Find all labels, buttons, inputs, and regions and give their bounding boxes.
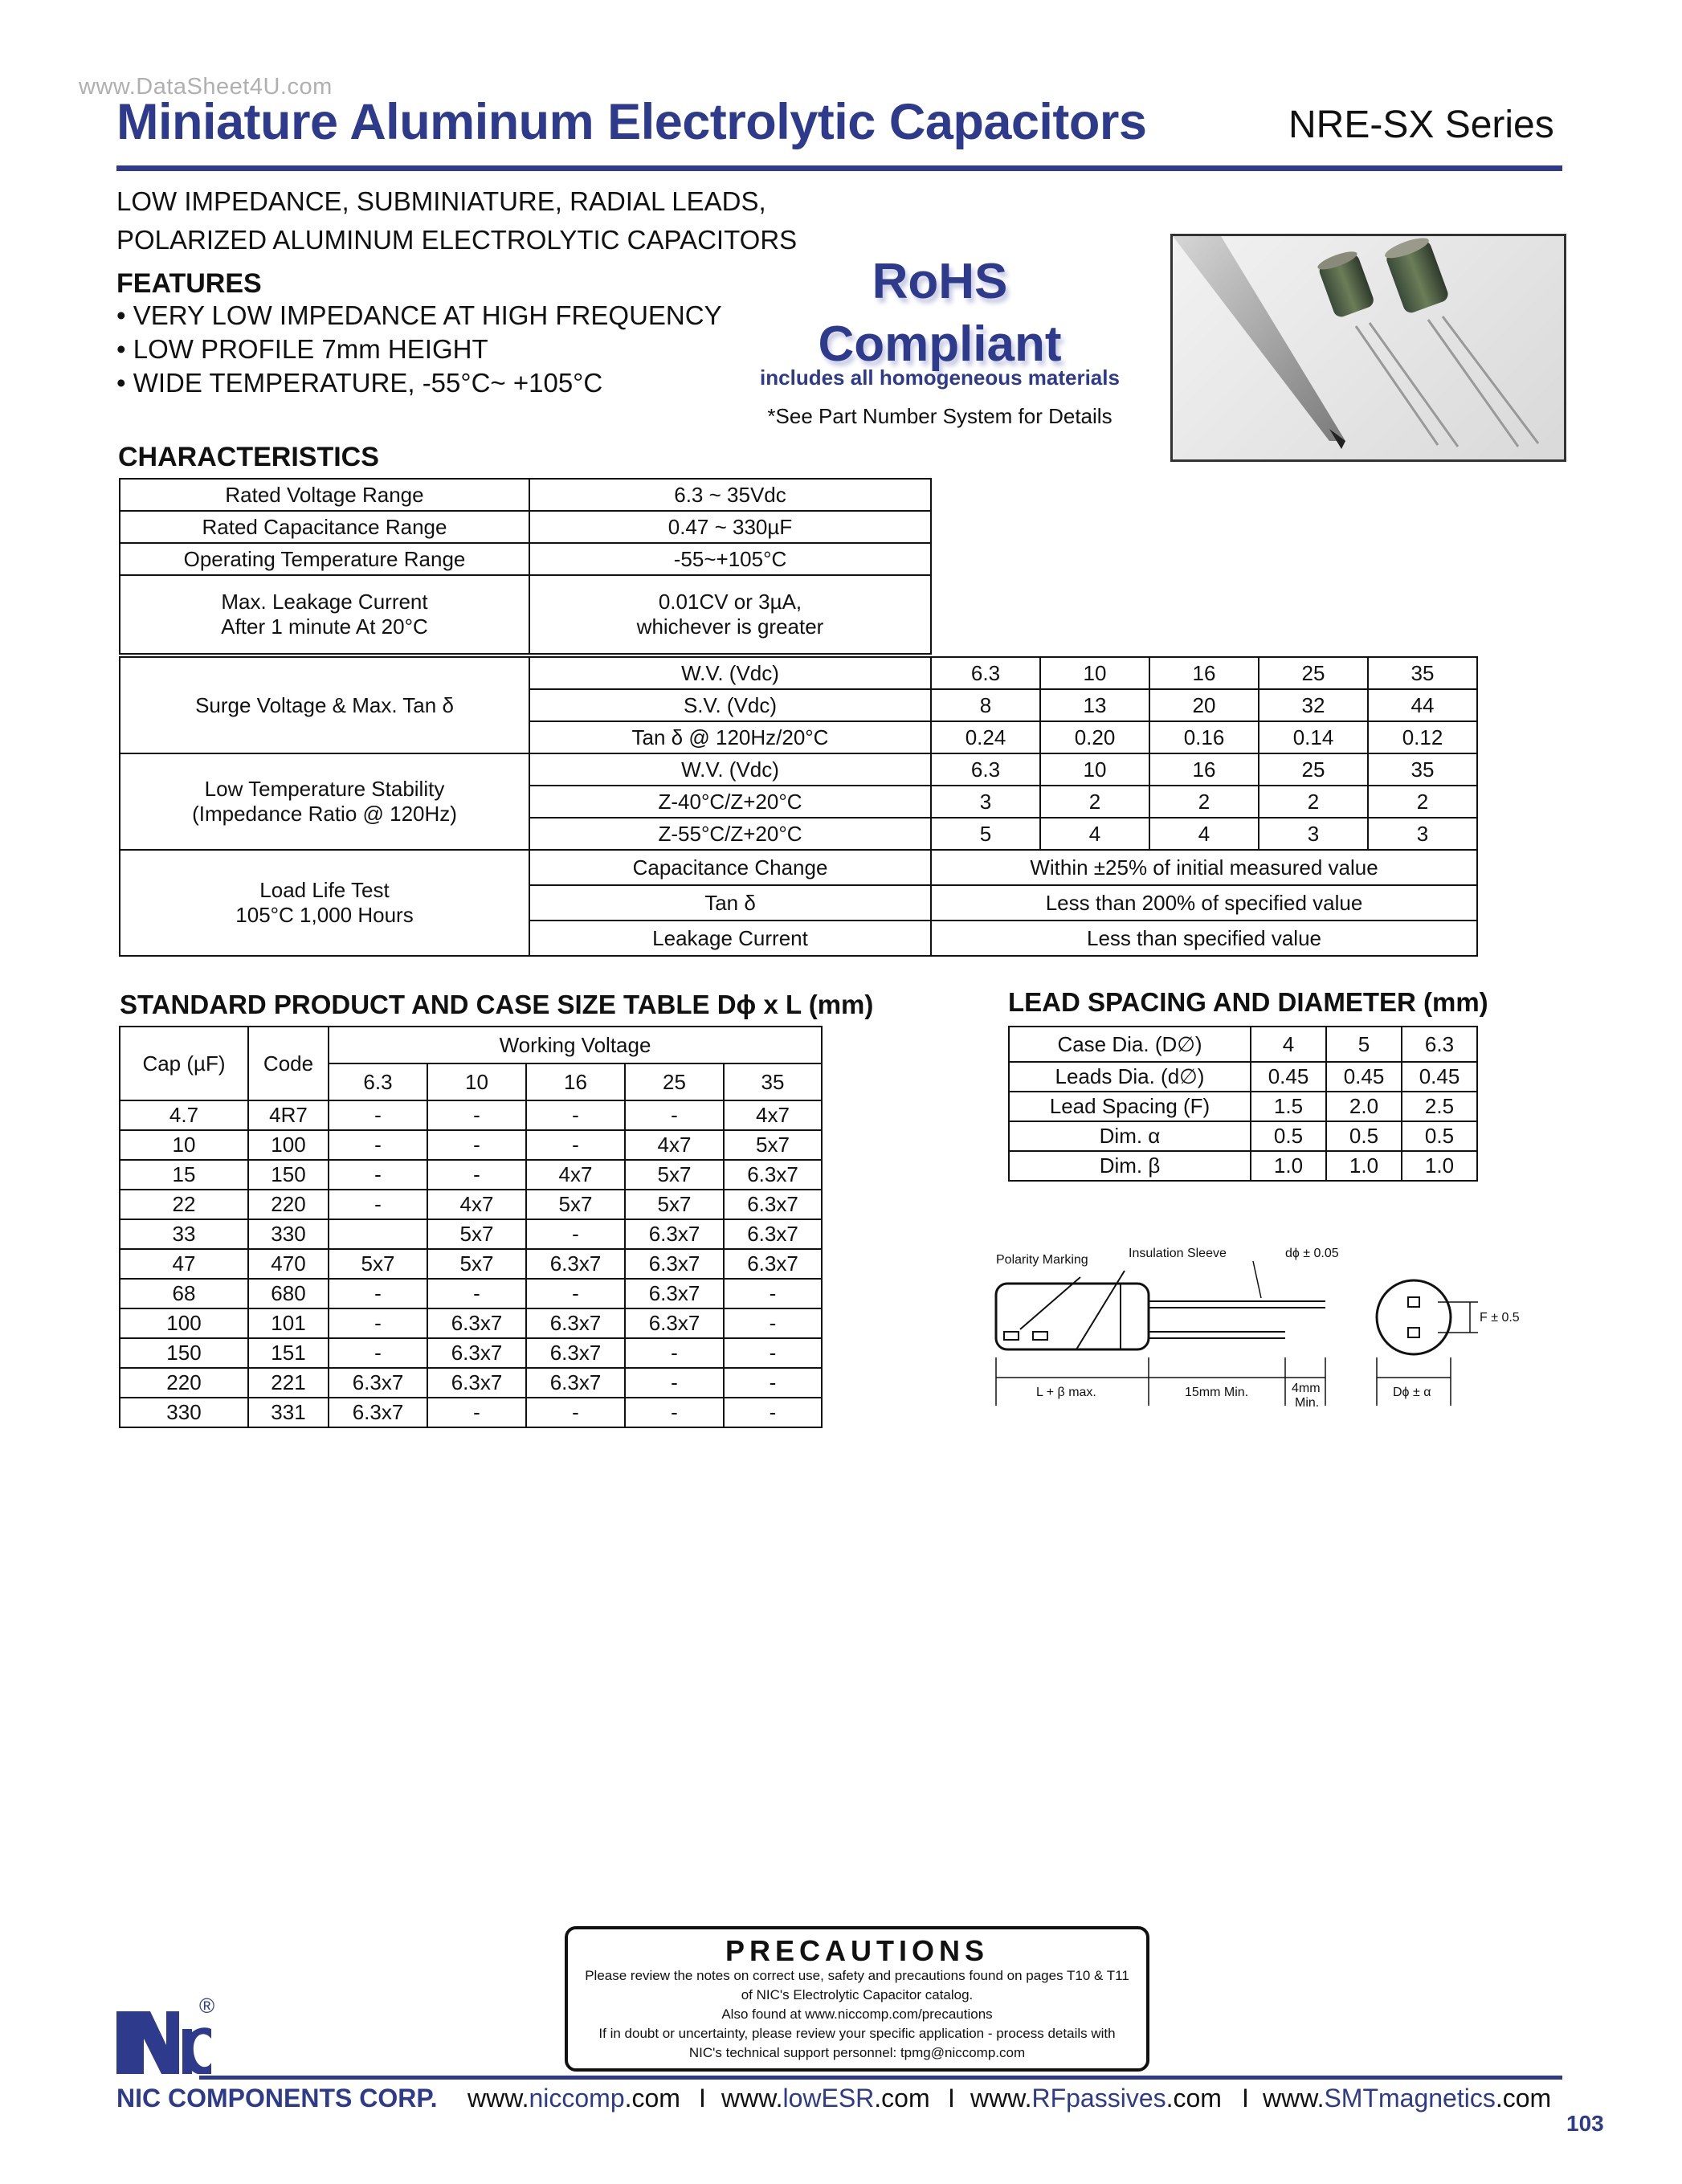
table-cell: 150 bbox=[248, 1160, 329, 1190]
table-cell: 33 bbox=[120, 1219, 248, 1249]
table-cell: 2 bbox=[1259, 786, 1368, 818]
table-header: 35 bbox=[724, 1063, 822, 1100]
link-prefix: www. bbox=[721, 2084, 783, 2113]
page-title: Miniature Aluminum Electrolytic Capacitors bbox=[116, 94, 1147, 150]
table-cell: 0.16 bbox=[1149, 721, 1259, 753]
footer-link-smtmagnetics[interactable] bbox=[1263, 2084, 1551, 2113]
lead-diameter-label: dϕ ± 0.05 bbox=[1285, 1247, 1339, 1260]
table-row bbox=[120, 1130, 822, 1160]
spacing-label: F ± 0.5 bbox=[1480, 1311, 1520, 1325]
table-header-row bbox=[120, 1027, 822, 1063]
table-cell: 4x7 bbox=[526, 1160, 625, 1190]
table-cell: 6.3x7 bbox=[329, 1398, 427, 1427]
table-cell: - bbox=[724, 1338, 822, 1368]
company-name: NIC COMPONENTS CORP. bbox=[116, 2084, 438, 2113]
table-cell: 10 bbox=[1040, 753, 1149, 786]
table-cell: 2 bbox=[1368, 786, 1477, 818]
table-row bbox=[120, 1338, 822, 1368]
table-row bbox=[120, 1368, 822, 1398]
table-cell: - bbox=[427, 1160, 526, 1190]
table-cell: 6.3x7 bbox=[526, 1368, 625, 1398]
table-cell: 4x7 bbox=[724, 1100, 822, 1130]
footer-separator: I bbox=[699, 2084, 706, 2113]
table-row bbox=[1009, 1092, 1477, 1121]
table-cell: 220 bbox=[248, 1190, 329, 1219]
lowtemp-label-2: (Impedance Ratio @ 120Hz) bbox=[192, 802, 457, 826]
table-cell: - bbox=[329, 1338, 427, 1368]
table-cell: - bbox=[724, 1398, 822, 1427]
table-cell: Within ±25% of initial measured value bbox=[931, 850, 1477, 885]
table-header: 6.3 bbox=[329, 1063, 427, 1100]
table-cell: - bbox=[329, 1100, 427, 1130]
nic-logo-icon bbox=[116, 2005, 213, 2074]
table-row bbox=[120, 543, 931, 575]
footer-separator: I bbox=[948, 2084, 955, 2113]
table-cell: 6.3x7 bbox=[625, 1219, 724, 1249]
feature-item: • LOW PROFILE 7mm HEIGHT bbox=[116, 334, 488, 364]
table-cell: - bbox=[625, 1398, 724, 1427]
table-header: Code bbox=[248, 1027, 329, 1100]
table-cell: Capacitance Change bbox=[529, 850, 931, 885]
table-cell: 0.5 bbox=[1402, 1121, 1477, 1151]
table-cell: 1.5 bbox=[1251, 1092, 1326, 1121]
table-cell: 6.3x7 bbox=[724, 1160, 822, 1190]
table-cell: 6.3x7 bbox=[724, 1219, 822, 1249]
table-cell: 32 bbox=[1259, 689, 1368, 721]
table-header: 10 bbox=[427, 1063, 526, 1100]
page-number: 103 bbox=[1566, 2111, 1604, 2136]
table-cell: 6.3x7 bbox=[724, 1249, 822, 1279]
table-cell: Rated Voltage Range bbox=[120, 479, 529, 511]
table-cell: - bbox=[427, 1279, 526, 1308]
table-cell: - bbox=[526, 1279, 625, 1308]
rohs-subtitle: includes all homogeneous materials bbox=[760, 365, 1120, 390]
table-cell: Z-40°C/Z+20°C bbox=[529, 786, 931, 818]
table-cell: 3 bbox=[1259, 818, 1368, 850]
table-cell: Less than 200% of specified value bbox=[931, 885, 1477, 921]
leak-value-1: 0.01CV or 3µA, bbox=[658, 590, 802, 614]
table-cell: 5 bbox=[931, 818, 1040, 850]
table-cell bbox=[529, 575, 931, 654]
table-cell: Rated Capacitance Range bbox=[120, 511, 529, 543]
table-cell: - bbox=[526, 1398, 625, 1427]
precautions-box bbox=[565, 1926, 1149, 2072]
table-cell: 25 bbox=[1259, 657, 1368, 689]
polarity-label: Polarity Marking bbox=[996, 1253, 1088, 1267]
table-cell: 6.3 bbox=[1402, 1027, 1477, 1062]
table-cell: 100 bbox=[248, 1130, 329, 1160]
table-row bbox=[1009, 1121, 1477, 1151]
table-cell: - bbox=[329, 1190, 427, 1219]
table-cell: 4 bbox=[1251, 1027, 1326, 1062]
table-cell: 5x7 bbox=[329, 1249, 427, 1279]
product-photo bbox=[1170, 234, 1566, 462]
table-cell: 22 bbox=[120, 1190, 248, 1219]
table-cell bbox=[120, 753, 529, 850]
leak-label-2: After 1 minute At 20°C bbox=[221, 614, 428, 639]
table-cell: Case Dia. (D∅) bbox=[1009, 1027, 1251, 1062]
table-cell: 0.5 bbox=[1326, 1121, 1402, 1151]
table-cell: 6.3x7 bbox=[724, 1190, 822, 1219]
table-cell: 2 bbox=[1040, 786, 1149, 818]
table-cell: 0.45 bbox=[1251, 1062, 1326, 1092]
table-cell: Lead Spacing (F) bbox=[1009, 1092, 1251, 1121]
table-cell: 4.7 bbox=[120, 1100, 248, 1130]
table-cell: 5 bbox=[1326, 1027, 1402, 1062]
footer-link-niccomp[interactable] bbox=[467, 2084, 680, 2113]
precautions-title: PRECAUTIONS bbox=[725, 1934, 990, 1967]
intro-line-1: LOW IMPEDANCE, SUBMINIATURE, RADIAL LEADS, bbox=[116, 186, 766, 216]
table-cell: Leads Dia. (d∅) bbox=[1009, 1062, 1251, 1092]
rohs-badge bbox=[739, 251, 1141, 376]
table-cell: Dim. α bbox=[1009, 1121, 1251, 1151]
table-cell: 5x7 bbox=[625, 1190, 724, 1219]
table-cell: 8 bbox=[931, 689, 1040, 721]
intro-line-2: POLARIZED ALUMINUM ELECTROLYTIC CAPACITORS bbox=[116, 225, 798, 255]
table-cell: Surge Voltage & Max. Tan δ bbox=[120, 657, 529, 753]
table-cell: 6.3x7 bbox=[625, 1249, 724, 1279]
table-header: 16 bbox=[526, 1063, 625, 1100]
lead-4mm-label: 4mm bbox=[1292, 1382, 1321, 1395]
table-cell: Dim. β bbox=[1009, 1151, 1251, 1181]
table-row bbox=[120, 850, 1477, 885]
table-cell: 1.0 bbox=[1402, 1151, 1477, 1181]
table-row bbox=[120, 1308, 822, 1338]
table-cell: 4 bbox=[1149, 818, 1259, 850]
table-row bbox=[1009, 1062, 1477, 1092]
table-cell: 5x7 bbox=[724, 1130, 822, 1160]
table-cell: 16 bbox=[1149, 657, 1259, 689]
sleeve-label: Insulation Sleeve bbox=[1129, 1247, 1227, 1260]
table-cell: -55~+105°C bbox=[529, 543, 931, 575]
table-cell: 6.3x7 bbox=[427, 1308, 526, 1338]
table-cell: - bbox=[724, 1308, 822, 1338]
table-row bbox=[120, 657, 1477, 689]
table-row bbox=[120, 1190, 822, 1219]
table-cell: Operating Temperature Range bbox=[120, 543, 529, 575]
table-cell: 331 bbox=[248, 1398, 329, 1427]
table-row bbox=[1009, 1151, 1477, 1181]
table-cell: 3 bbox=[1368, 818, 1477, 850]
table-row bbox=[120, 1160, 822, 1190]
table-cell bbox=[329, 1219, 427, 1249]
rohs-line-1: RoHS bbox=[872, 254, 1008, 309]
rohs-line-2: Compliant bbox=[818, 316, 1062, 372]
table-cell: 6.3x7 bbox=[526, 1249, 625, 1279]
standard-product-table bbox=[119, 1026, 823, 1428]
table-row bbox=[120, 575, 931, 654]
table-cell: 470 bbox=[248, 1249, 329, 1279]
table-header: Cap (µF) bbox=[120, 1027, 248, 1100]
table-cell: - bbox=[329, 1160, 427, 1190]
characteristics-table-bottom bbox=[119, 656, 1478, 957]
table-cell: 0.45 bbox=[1402, 1062, 1477, 1092]
precautions-line: If in doubt or uncertainty, please review your specific application - process details with bbox=[598, 2026, 1116, 2041]
table-cell: 35 bbox=[1368, 753, 1477, 786]
table-row bbox=[120, 1219, 822, 1249]
table-cell: 0.14 bbox=[1259, 721, 1368, 753]
link-suffix: .com bbox=[624, 2084, 680, 2113]
table-cell: 5x7 bbox=[526, 1190, 625, 1219]
table-cell: 6.3x7 bbox=[526, 1308, 625, 1338]
link-domain: niccomp bbox=[529, 2084, 625, 2113]
table-cell: - bbox=[625, 1338, 724, 1368]
precautions-email[interactable]: NIC's technical support personnel: tpmg@niccomp.com bbox=[688, 2045, 1026, 2060]
table-cell: 2 bbox=[1149, 786, 1259, 818]
table-cell bbox=[120, 575, 529, 654]
table-cell: 151 bbox=[248, 1338, 329, 1368]
table-cell: 0.12 bbox=[1368, 721, 1477, 753]
table-cell: 2.5 bbox=[1402, 1092, 1477, 1121]
footer-rule bbox=[199, 2076, 1562, 2080]
nic-logo bbox=[116, 2005, 213, 2074]
table-cell: Tan δ @ 120Hz/20°C bbox=[529, 721, 931, 753]
table-cell: 4x7 bbox=[427, 1190, 526, 1219]
lowtemp-label-1: Low Temperature Stability bbox=[204, 777, 445, 801]
feature-item: • VERY LOW IMPEDANCE AT HIGH FREQUENCY bbox=[116, 300, 722, 330]
table-cell: 6.3 bbox=[931, 657, 1040, 689]
table-cell: 44 bbox=[1368, 689, 1477, 721]
table-row bbox=[120, 511, 931, 543]
table-cell: - bbox=[427, 1398, 526, 1427]
lead-4mm-min-label: Min. bbox=[1295, 1396, 1320, 1410]
table-cell: - bbox=[526, 1100, 625, 1130]
table-cell: - bbox=[625, 1368, 724, 1398]
precautions-line: Please review the notes on correct use, safety and precautions found on pages T10 & T11 bbox=[585, 1968, 1129, 1983]
lead-min-label: 15mm Min. bbox=[1185, 1386, 1249, 1399]
link-prefix: www. bbox=[1263, 2084, 1325, 2113]
table-cell: 221 bbox=[248, 1368, 329, 1398]
table-cell: 330 bbox=[248, 1219, 329, 1249]
table-cell: 4x7 bbox=[625, 1130, 724, 1160]
table-cell: 0.24 bbox=[931, 721, 1040, 753]
table-cell: - bbox=[329, 1308, 427, 1338]
table-cell: - bbox=[526, 1219, 625, 1249]
table-cell: 4R7 bbox=[248, 1100, 329, 1130]
table-cell: Tan δ bbox=[529, 885, 931, 921]
table-cell: Z-55°C/Z+20°C bbox=[529, 818, 931, 850]
table-cell: 20 bbox=[1149, 689, 1259, 721]
link-domain: lowESR bbox=[782, 2084, 875, 2113]
registered-mark: ® bbox=[199, 1994, 215, 2018]
table-cell bbox=[120, 850, 529, 956]
table-cell: 35 bbox=[1368, 657, 1477, 689]
table-cell: 0.45 bbox=[1326, 1062, 1402, 1092]
link-prefix: www. bbox=[970, 2084, 1032, 2113]
table-cell: 2.0 bbox=[1326, 1092, 1402, 1121]
capacitor-photo-icon bbox=[1173, 236, 1564, 459]
footer-link-lowesr[interactable] bbox=[721, 2084, 930, 2113]
table-cell: 5x7 bbox=[427, 1219, 526, 1249]
loadlife-label-1: Load Life Test bbox=[259, 878, 390, 902]
title-rule bbox=[116, 165, 1562, 171]
table-cell: 6.3x7 bbox=[526, 1338, 625, 1368]
lead-table-heading: LEAD SPACING AND DIAMETER (mm) bbox=[1008, 987, 1488, 1017]
table-cell: 15 bbox=[120, 1160, 248, 1190]
table-cell: 0.20 bbox=[1040, 721, 1149, 753]
table-cell: Leakage Current bbox=[529, 921, 931, 956]
table-cell: 5x7 bbox=[427, 1249, 526, 1279]
link-prefix: www. bbox=[467, 2084, 529, 2113]
table-cell: 680 bbox=[248, 1279, 329, 1308]
table-cell: 16 bbox=[1149, 753, 1259, 786]
watermark: www.DataSheet4U.com bbox=[79, 74, 333, 100]
standard-table-heading: STANDARD PRODUCT AND CASE SIZE TABLE Dϕ x L (mm) bbox=[120, 990, 874, 1019]
table-header: Working Voltage bbox=[329, 1027, 822, 1063]
table-cell: 6.3x7 bbox=[427, 1338, 526, 1368]
table-cell: - bbox=[427, 1100, 526, 1130]
table-cell: 10 bbox=[120, 1130, 248, 1160]
table-cell: Less than specified value bbox=[931, 921, 1477, 956]
table-cell: 6.3 bbox=[931, 753, 1040, 786]
table-cell: 47 bbox=[120, 1249, 248, 1279]
table-cell: 1.0 bbox=[1251, 1151, 1326, 1181]
table-row bbox=[120, 479, 931, 511]
table-row bbox=[120, 1249, 822, 1279]
table-cell: 100 bbox=[120, 1308, 248, 1338]
link-suffix: .com bbox=[1166, 2084, 1222, 2113]
table-cell: 6.3x7 bbox=[329, 1368, 427, 1398]
characteristics-table-top bbox=[119, 478, 932, 655]
characteristics-heading: CHARACTERISTICS bbox=[118, 442, 379, 472]
table-cell: 330 bbox=[120, 1398, 248, 1427]
table-cell: - bbox=[526, 1130, 625, 1160]
table-cell: S.V. (Vdc) bbox=[529, 689, 931, 721]
leak-label-1: Max. Leakage Current bbox=[221, 590, 428, 614]
table-header: 25 bbox=[625, 1063, 724, 1100]
table-cell: 1.0 bbox=[1326, 1151, 1402, 1181]
table-row bbox=[120, 1398, 822, 1427]
table-cell: W.V. (Vdc) bbox=[529, 657, 931, 689]
table-cell: W.V. (Vdc) bbox=[529, 753, 931, 786]
length-label: L + β max. bbox=[1036, 1386, 1096, 1399]
table-cell: - bbox=[625, 1100, 724, 1130]
table-cell: 101 bbox=[248, 1308, 329, 1338]
precautions-line: of NIC's Electrolytic Capacitor catalog. bbox=[741, 1987, 974, 2002]
link-domain: SMTmagnetics bbox=[1324, 2084, 1496, 2113]
leak-value-2: whichever is greater bbox=[636, 614, 824, 639]
link-suffix: .com bbox=[874, 2084, 930, 2113]
table-cell: 6.3 ~ 35Vdc bbox=[529, 479, 931, 511]
table-cell: - bbox=[427, 1130, 526, 1160]
table-cell: 5x7 bbox=[625, 1160, 724, 1190]
table-cell: - bbox=[724, 1279, 822, 1308]
link-domain: RFpassives bbox=[1031, 2084, 1166, 2113]
table-cell: 6.3x7 bbox=[625, 1308, 724, 1338]
footer-separator: I bbox=[1242, 2084, 1249, 2113]
rohs-note: *See Part Number System for Details bbox=[767, 404, 1112, 428]
table-cell: 0.47 ~ 330µF bbox=[529, 511, 931, 543]
table-cell: 6.3x7 bbox=[625, 1279, 724, 1308]
feature-item: • WIDE TEMPERATURE, -55°C~ +105°C bbox=[116, 368, 603, 398]
series-name: NRE-SX Series bbox=[1288, 104, 1554, 146]
table-row bbox=[120, 1279, 822, 1308]
table-cell: 10 bbox=[1040, 657, 1149, 689]
table-cell: 13 bbox=[1040, 689, 1149, 721]
table-cell: 68 bbox=[120, 1279, 248, 1308]
precautions-link[interactable]: Also found at www.niccomp.com/precautions bbox=[721, 2006, 993, 2022]
lead-spacing-table bbox=[1008, 1026, 1478, 1182]
table-cell: 25 bbox=[1259, 753, 1368, 786]
dimension-diagram bbox=[988, 1237, 1520, 1430]
table-cell: - bbox=[724, 1368, 822, 1398]
table-cell: 3 bbox=[931, 786, 1040, 818]
features-heading: FEATURES bbox=[116, 268, 262, 299]
link-suffix: .com bbox=[1495, 2084, 1552, 2113]
table-cell: - bbox=[329, 1130, 427, 1160]
table-cell: 6.3x7 bbox=[427, 1368, 526, 1398]
diameter-label: Dϕ ± α bbox=[1393, 1386, 1431, 1399]
table-row bbox=[120, 753, 1477, 786]
loadlife-label-2: 105°C 1,000 Hours bbox=[235, 903, 414, 927]
table-cell: 0.5 bbox=[1251, 1121, 1326, 1151]
table-cell: 150 bbox=[120, 1338, 248, 1368]
table-cell: 4 bbox=[1040, 818, 1149, 850]
table-row bbox=[120, 1100, 822, 1130]
footer-link-rfpassives[interactable] bbox=[970, 2084, 1222, 2113]
table-cell: 220 bbox=[120, 1368, 248, 1398]
table-cell: - bbox=[329, 1279, 427, 1308]
table-row bbox=[1009, 1027, 1477, 1062]
